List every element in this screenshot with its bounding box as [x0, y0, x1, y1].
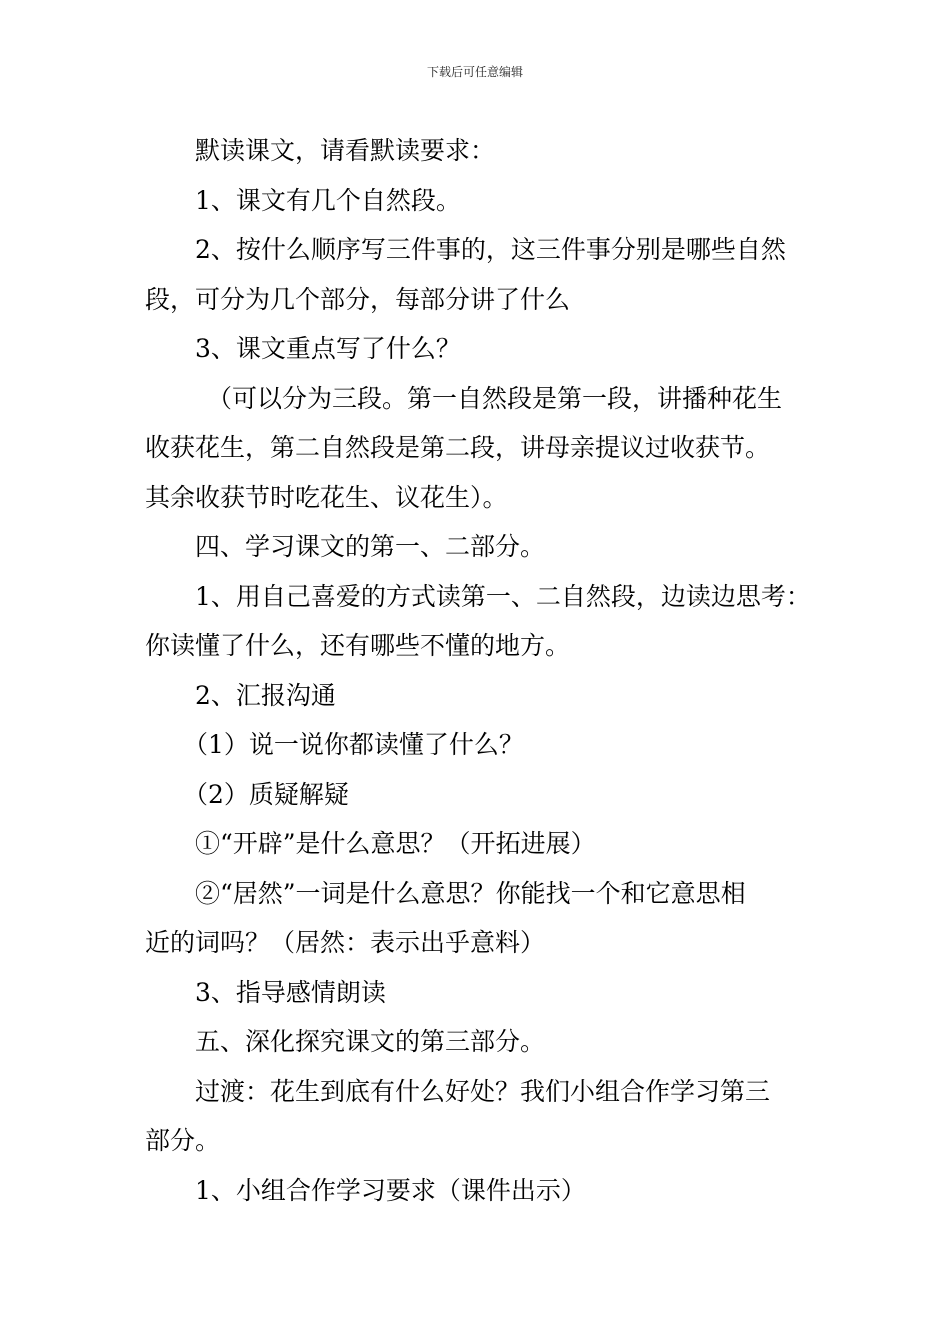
text-line: （1）说一说你都读懂了什么？ [183, 730, 524, 759]
text-line: 过渡：花生到底有什么好处？我们小组合作学习第三 [195, 1076, 771, 1106]
text-line: 3、课文重点写了什么？ [195, 334, 461, 363]
document-body [145, 126, 825, 1215]
text-line: ②“居然”一词是什么意思？你能找一个和它意思相 [195, 878, 746, 908]
text-line: 你读懂了什么，还有哪些不懂的地方。 [145, 631, 571, 660]
text-line: 1、课文有几个自然段。 [195, 185, 461, 215]
text-line: 四、学习课文的第一、二部分。 [195, 532, 546, 561]
text-line: 1、用自己喜爱的方式读第一、二自然段，边读边思考： [195, 581, 811, 611]
text-line: 段，可分为几个部分，每部分讲了什么 [145, 284, 571, 314]
text-line: 默读课文，请看默读要求： [195, 136, 496, 165]
text-line: ①“开辟”是什么意思？（开拓进展） [195, 829, 596, 858]
text-line: 五、深化探究课文的第三部分。 [195, 1027, 546, 1056]
text-line: （2）质疑解疑 [183, 779, 349, 809]
text-line: 1、小组合作学习要求（课件出示） [195, 1175, 586, 1205]
text-line: 3、指导感情朗读 [195, 977, 386, 1007]
text-line: 2、按什么顺序写三件事的，这三件事分别是哪些自然 [195, 235, 786, 264]
text-line: 近的词吗？（居然：表示出乎意料） [145, 928, 546, 957]
text-line: 收获花生，第二自然段是第二段，讲母亲提议过收获节。 [145, 433, 771, 462]
text-line: （可以分为三段。第一自然段是第一段，讲播种花生 [207, 383, 783, 413]
text-line: 2、汇报沟通 [195, 680, 336, 710]
page-header: 下载后可任意编辑 [426, 65, 523, 79]
text-line: 部分。 [145, 1126, 221, 1155]
text-line: 其余收获节时吃花生、议花生）。 [145, 482, 508, 512]
